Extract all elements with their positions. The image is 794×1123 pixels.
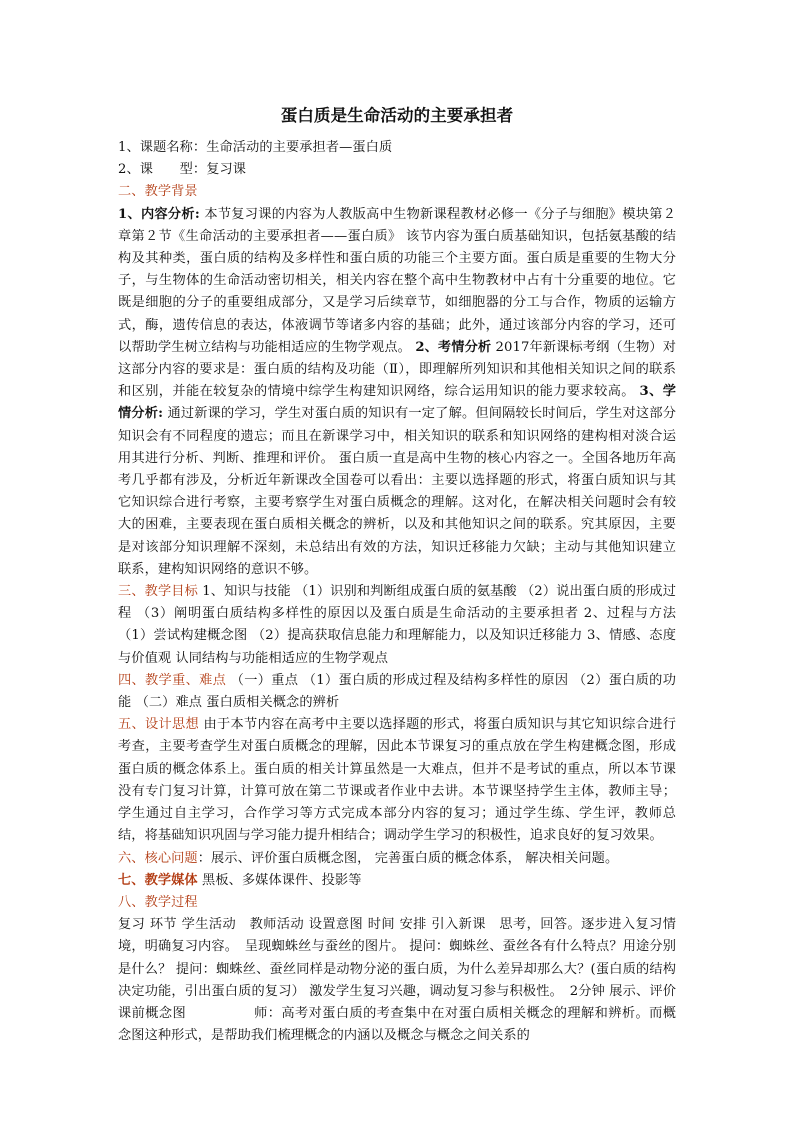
section-goals-heading: 三、教学目标	[118, 584, 198, 600]
section-process-heading: 八、教学过程	[118, 894, 198, 910]
exam-analysis-text: 2017年新课标考纲（生物）对这部分内容的要求是：蛋白质的结构及功能（Ⅱ），即理解所列知识和其他相关知识之间的联系和区别，并能在较复杂的情境中综学生构建知识网络，综合运用知识的能力要求较高。	[118, 339, 676, 400]
content-analysis-text: 本节复习课的内容为人教版高中生物新课程教材必修一《分子与细胞》模块第２章第２节《生命活动的主要承担者——蛋白质》 该节内容为蛋白质基础知识，包括氨基酸的结构及其种类，蛋白质的结构及多样性和蛋白质的功能三个主要方面。蛋白质是重要的生物大分子，与生物体的生命活动密切相关，相关内容在整个高中生物教材中占有十分重要的地位。它既是细胞的分子的重要组成部分，又是学习后续章节，如细胞器的分工与合作，物质的运输方式，酶，遗传信息的表达，体液调节等诸多内容的基础；此外，通过该部分内容的学习，还可以帮助学生树立结构与功能相适应的生物学观点。	[118, 206, 676, 355]
section-background-heading: 二、教学背景	[118, 184, 198, 200]
section-core-question-heading: 六、核心问题	[118, 850, 198, 866]
section-design-heading: 五、设计思想	[118, 717, 200, 733]
section-design	[118, 714, 676, 847]
section-goals-text: 1、知识与技能 （1）识别和判断组成蛋白质的氨基酸 （2）说出蛋白质的形成过程 （3）阐明蛋白质结构多样性的原因以及蛋白质是生命活动的主要承担者 2、过程与方法 （1）尝试构建概念图 （2）提高获取信息能力和理解能力，以及知识迁移能力 3、情感、态度与价值观 认同结构与功能相适应的生物学观点	[118, 584, 676, 666]
section-key-points-heading: 四、教学重、难点	[118, 672, 227, 688]
course-name-line: 1、课题名称：生命活动的主要承担者—蛋白质	[118, 140, 393, 155]
student-analysis-text: 通过新课的学习，学生对蛋白质的知识有一定了解。但间隔较长时间后，学生对这部分知识会有不同程度的遗忘；而且在新课学习中，相关知识的联系和知识网络的建构相对淡合运用其进行分析、判断、推理和评价。 蛋白质一直是高中生物的核心内容之一。全国各地历年高考几乎都有涉及，分析近年新课改全国卷可以看出：主要以选择题的形式，将蛋白质知识与其它知识综合进行考察，主要考察学生对蛋白质概念的理解。这对化，在解决相关问题时会有较大的困难，主要表现在蛋白质相关概念的辨析，以及和其他知识之间的联系。究其原因，主要是对该部分知识理解不深刻，未总结出有效的方法，知识迁移能力欠缺；主动与其他知识建立联系，建构知识网络的意识不够。	[118, 406, 676, 577]
section-goals	[118, 581, 676, 670]
section-background-body	[118, 204, 676, 581]
exam-analysis-label: 2、考情分析	[415, 339, 492, 355]
section-media-heading: 七、教学媒体	[118, 872, 198, 888]
document-title: 蛋白质是生命活动的主要承担者	[280, 106, 514, 125]
section-core-question-text: ：展示、评价蛋白质概念图， 完善蛋白质的概念体系， 解决相关问题。	[197, 850, 619, 866]
student-analysis-label: 3、学情分析:	[118, 384, 676, 422]
section-key-points-text: （一）重点 （1）蛋白质的形成过程及结构多样性的原因 （2）蛋白质的功能 （二）难点 蛋白质相关概念的辨析	[118, 672, 676, 711]
section-core-question	[118, 848, 676, 870]
section-design-text: 由于本节内容在高考中主要以选择题的形式，将蛋白质知识与其它知识综合进行考查，主要考查学生对蛋白质概念的理解，因此本节课复习的重点放在学生构建概念图，形成蛋白质的概念体系上。蛋白质的相关计算虽然是一大难点，但并不是考试的重点，所以本节课没有专门复习计算，计算可放在第二节课或者作业中去讲。本节课坚持学生主体，教师主导；学生通过自主学习，合作学习等方式完成本部分内容的复习；通过学生练、学生评，教师总结，将基础知识巩固与学习能力提升相结合；调动学生学习的积极性，追求良好的复习效果。	[118, 717, 676, 844]
course-type-line: 2、课 型：复习课	[118, 162, 247, 178]
section-media	[118, 870, 676, 892]
section-key-points	[118, 670, 676, 714]
section-media-text: 黑板、多媒体课件、投影等	[197, 872, 362, 888]
content-analysis-label: 1、内容分析:	[118, 206, 200, 222]
section-process-text: 复习 环节 学生活动 教师活动 设置意图 时间 安排 引入新课 思考，回答。逐步进入复习情境，明确复习内容。 呈现蜘蛛丝与蚕丝的图片。 提问：蜘蛛丝、蚕丝各有什么特点？用途分别是什么？ 提问：蜘蛛丝、蚕丝同样是动物分泌的蛋白质，为什么差异却那么大？(蛋白质的结构决定功能，引出蛋白质的复习） 激发学生复习兴趣，调动复习参与积极性。 2分钟 展示、评价课前概念图 师：高考对蛋白质的考查集中在对蛋白质相关概念的理解和辨析。而概念图这种形式，是帮助我们梳理概念的内涵以及概念与概念之间关系的	[118, 917, 676, 1044]
